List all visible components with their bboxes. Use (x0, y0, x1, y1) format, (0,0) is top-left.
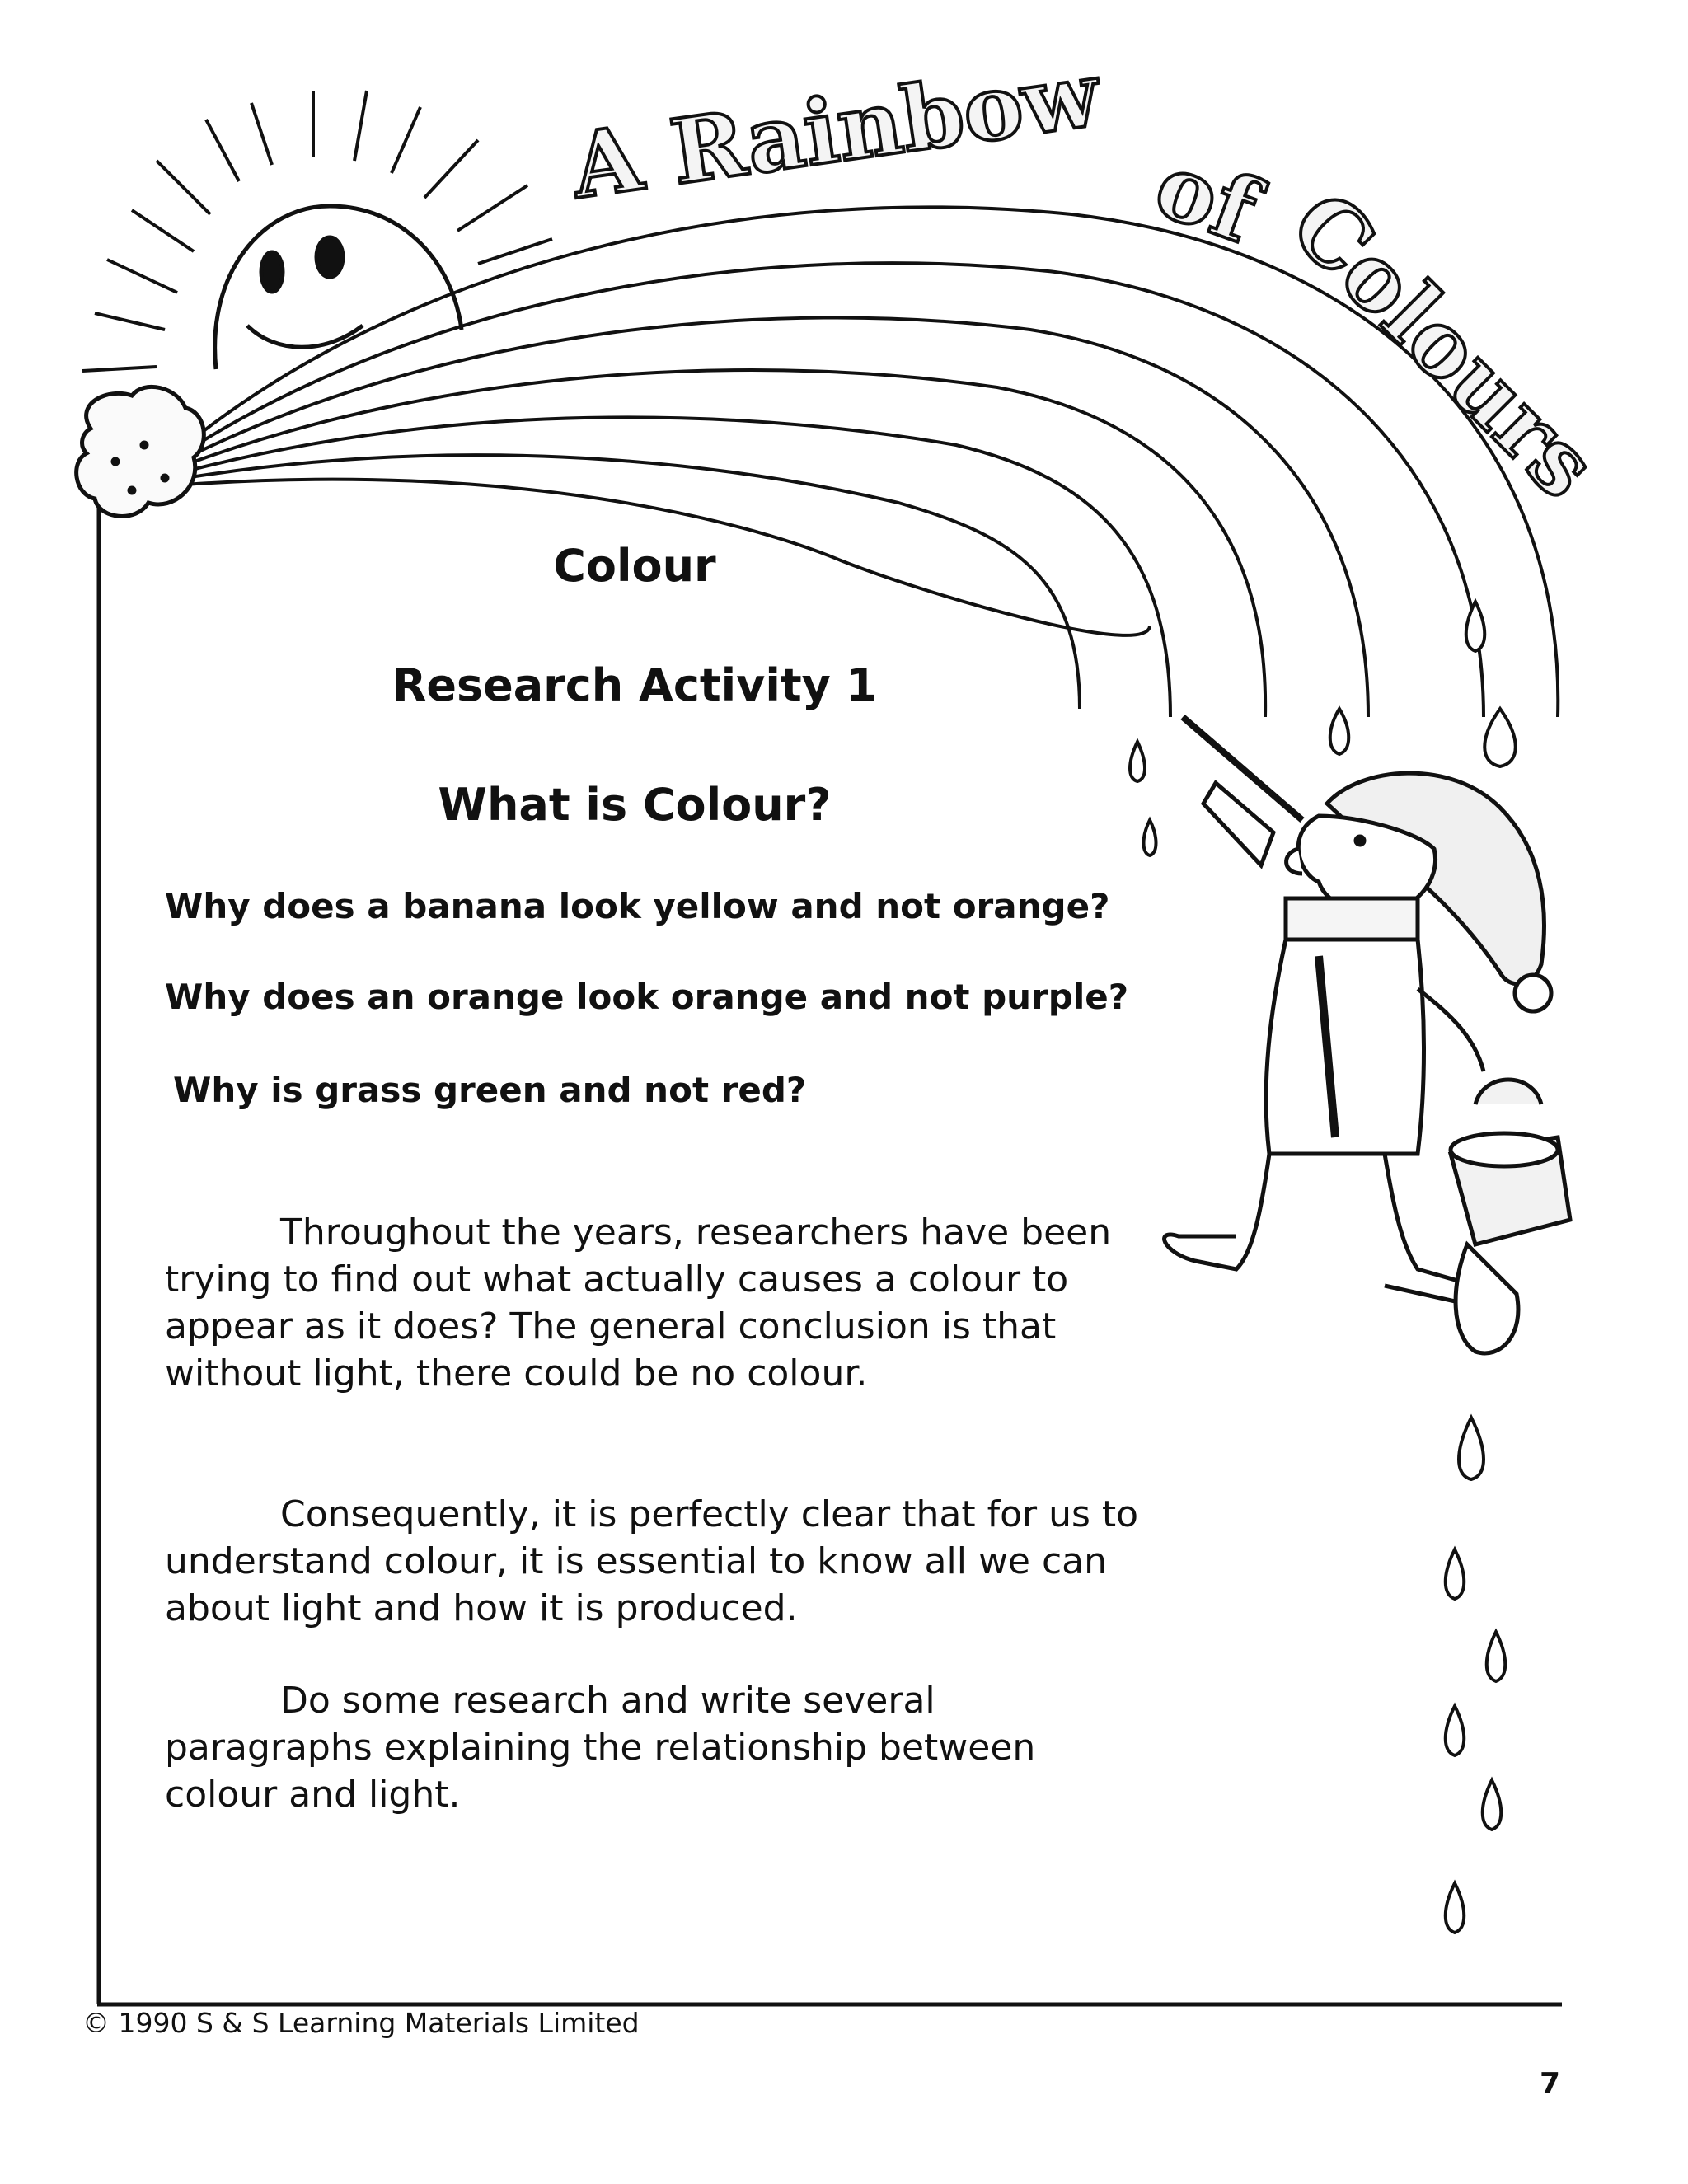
banner-title-part2: of (1142, 133, 1270, 264)
copyright-notice: © 1990 S & S Learning Materials Limited (82, 2007, 640, 2039)
paragraph-1: Throughout the years, researchers have been trying to find out what actually causes a colour to appear as it does? The general conclusion is that without light, there could be no colour. (165, 1212, 1112, 1394)
banner-title (565, 42, 1616, 518)
smiling-sun-icon (82, 91, 552, 371)
activity-heading: Research Activity 1 (392, 659, 878, 711)
question-2: Why does an orange look orange and not purple? (165, 977, 1129, 1017)
paragraph-2: Consequently, it is perfectly clear that for us to understand colour, it is essential to know all we can about light and how it is produced. (165, 1493, 1139, 1629)
question-3: Why is grass green and not red? (173, 1070, 807, 1110)
cloud-icon (77, 387, 204, 516)
falling-drops (1446, 1418, 1506, 1933)
question-1: Why does a banana look yellow and not orange? (165, 886, 1110, 926)
paragraph-3: Do some research and write several paragraphs explaining the relationship between colour and light. (165, 1680, 1036, 1816)
banner-title-part1: A Rainbow (565, 42, 1106, 219)
topic-heading: What is Colour? (438, 779, 832, 831)
paint-bucket-icon (1451, 1080, 1570, 1353)
page-number: 7 (1540, 2067, 1561, 2101)
subject-heading: Colour (553, 540, 716, 592)
banner-title-part3: Colours (1270, 172, 1617, 518)
